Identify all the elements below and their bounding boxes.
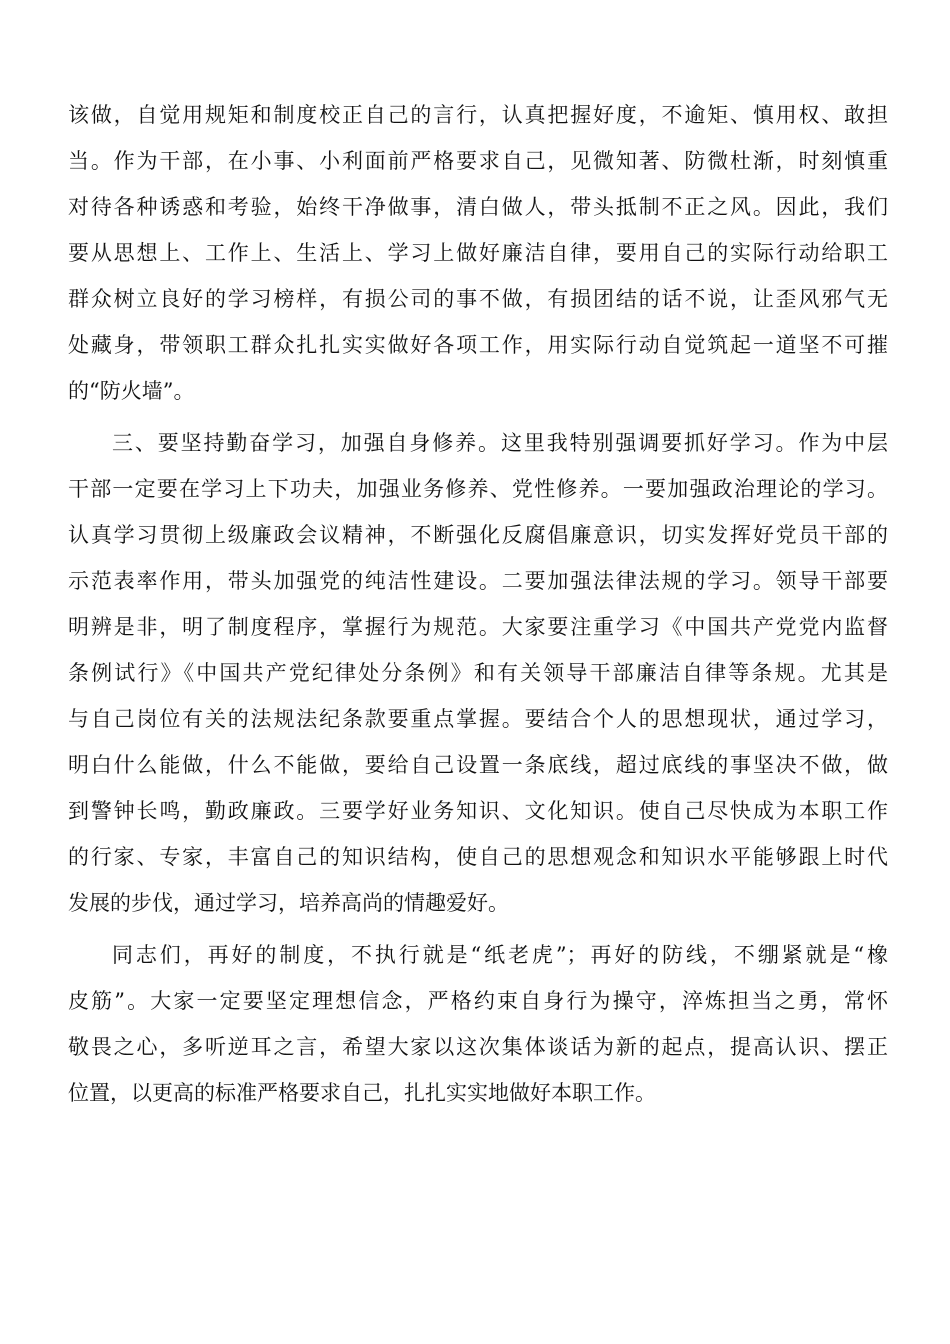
text-line: 发展的步伐，通过学习，培养高尚的情趣爱好。 bbox=[68, 891, 509, 915]
text-line: 认真学习贯彻上级廉政会议精神，不断强化反腐倡廉意识，切实发挥好党员干部的 bbox=[68, 523, 888, 547]
text-line: 位置，以更高的标准严格要求自己，扎扎实实地做好本职工作。 bbox=[68, 1081, 656, 1105]
text-line: 三、要坚持勤奋学习，加强自身修养。这里我特别强调要抓好学习。作为中层 bbox=[112, 431, 888, 455]
text-line: 到警钟长鸣，勤政廉政。三要学好业务知识、文化知识。使自己尽快成为本职工作 bbox=[68, 799, 888, 823]
paragraph bbox=[68, 92, 888, 414]
text-line: 示范表率作用，带头加强党的纯洁性建设。二要加强法律法规的学习。领导干部要 bbox=[68, 569, 888, 593]
text-line: 明白什么能做，什么不能做，要给自己设置一条底线，超过底线的事坚决不做，做 bbox=[68, 753, 888, 777]
text-line: 群众树立良好的学习榜样，有损公司的事不做，有损团结的话不说，让歪风邪气无 bbox=[68, 287, 888, 311]
document-body bbox=[68, 92, 888, 1116]
text-line: 该做，自觉用规矩和制度校正自己的言行，认真把握好度，不逾矩、慎用权、敢担 bbox=[68, 103, 888, 127]
text-line: 的行家、专家，丰富自己的知识结构，使自己的思想观念和知识水平能够跟上时代 bbox=[68, 845, 888, 869]
text-line: 处藏身，带领职工群众扎扎实实做好各项工作，用实际行动自觉筑起一道坚不可摧 bbox=[68, 333, 888, 357]
text-line: 要从思想上、工作上、生活上、学习上做好廉洁自律，要用自己的实际行动给职工 bbox=[68, 241, 888, 265]
paragraph bbox=[68, 932, 888, 1116]
text-line: 敬畏之心，多听逆耳之言，希望大家以这次集体谈话为新的起点，提高认识、摆正 bbox=[68, 1035, 888, 1059]
text-line: 与自己岗位有关的法规法纪条款要重点掌握。要结合个人的思想现状，通过学习， bbox=[68, 707, 888, 731]
paragraph bbox=[68, 420, 888, 926]
text-line: 的“防火墙”。 bbox=[68, 379, 195, 403]
text-line: 当。作为干部，在小事、小利面前严格要求自己，见微知著、防微杜渐，时刻慎重 bbox=[68, 149, 888, 173]
text-line: 皮筋”。大家一定要坚定理想信念，严格约束自身行为操守，淬炼担当之勇，常怀 bbox=[68, 989, 888, 1013]
text-line: 条例试行》《中国共产党纪律处分条例》和有关领导干部廉洁自律等条规。尤其是 bbox=[68, 661, 888, 685]
text-line: 明辨是非，明了制度程序，掌握行为规范。大家要注重学习《中国共产党党内监督 bbox=[68, 615, 888, 639]
text-line: 干部一定要在学习上下功夫，加强业务修养、党性修养。一要加强政治理论的学习。 bbox=[68, 477, 888, 501]
text-line: 同志们，再好的制度，不执行就是“纸老虎”；再好的防线，不绷紧就是“橡 bbox=[112, 943, 888, 967]
text-line: 对待各种诱惑和考验，始终干净做事，清白做人，带头抵制不正之风。因此，我们 bbox=[68, 195, 888, 219]
